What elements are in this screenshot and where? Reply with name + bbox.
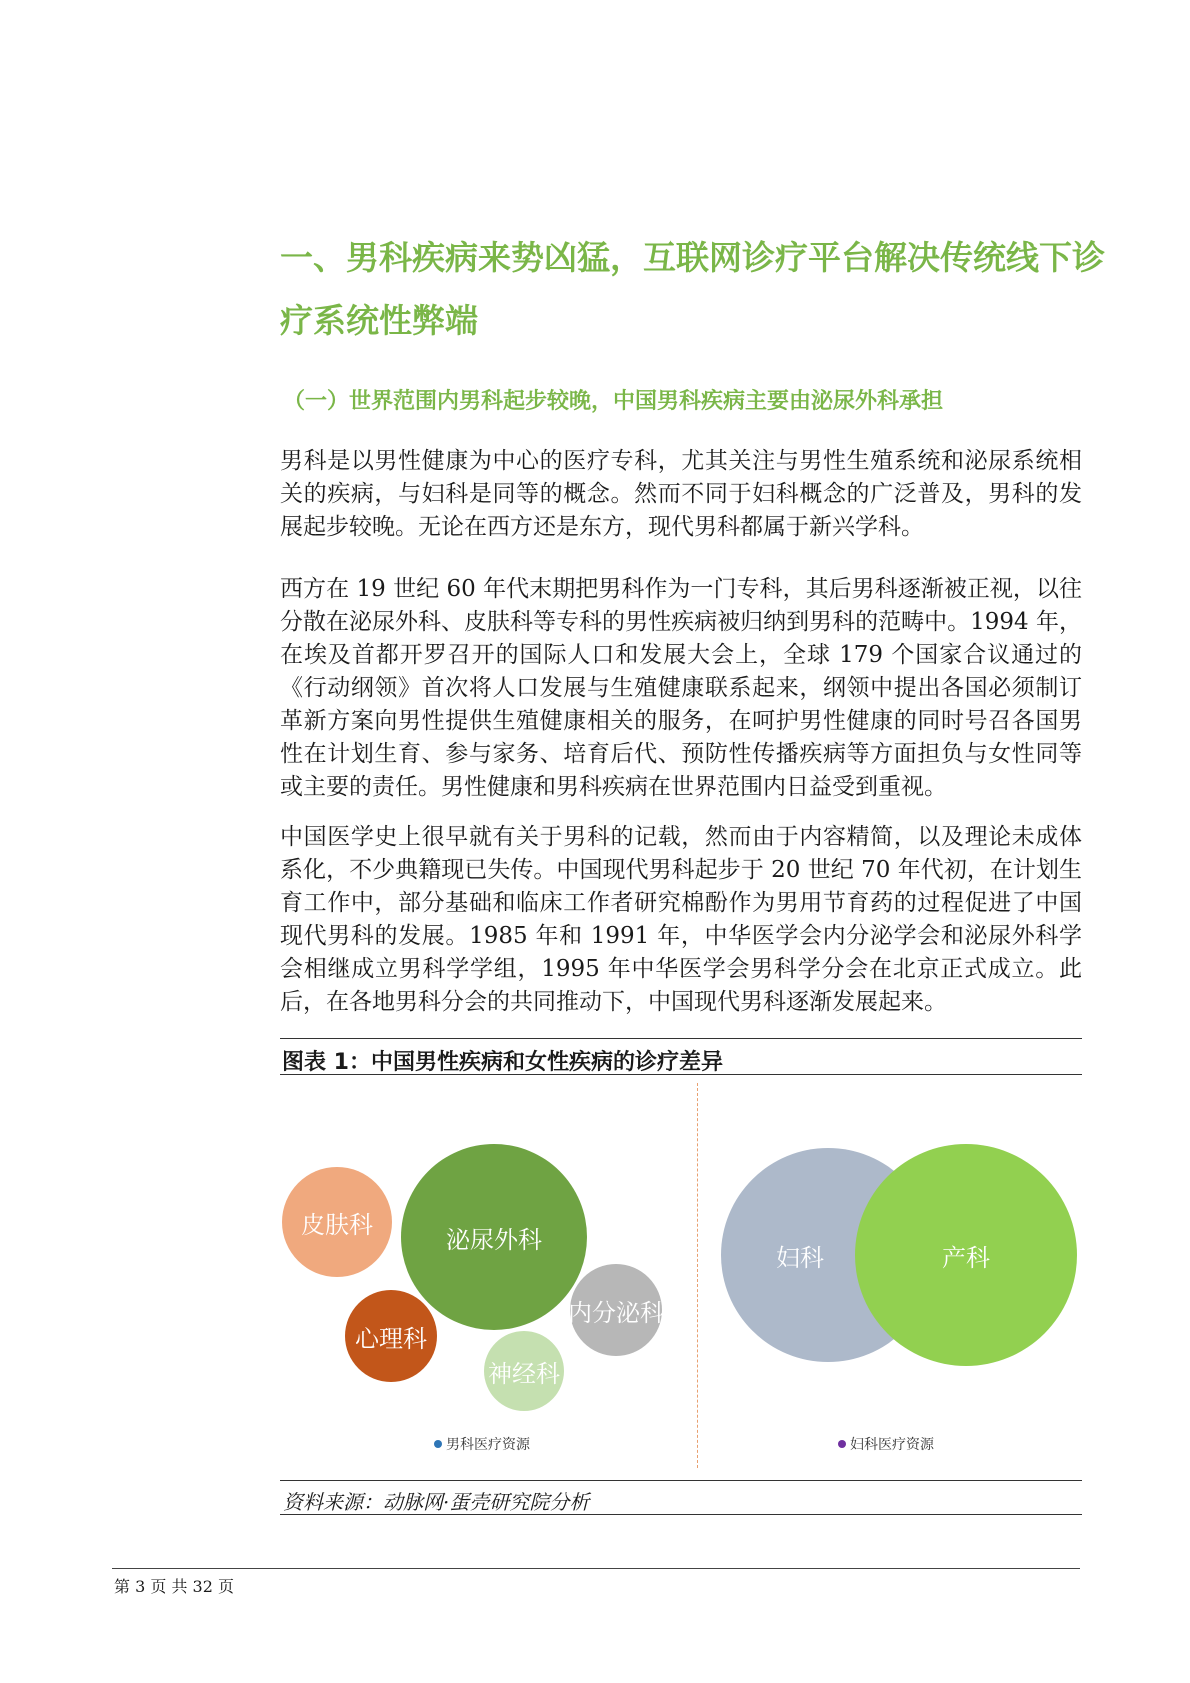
figure-title: 图表 1：中国男性疾病和女性疾病的诊疗差异 <box>282 1050 723 1075</box>
paragraph-1: 男科是以男性健康为中心的医疗专科，尤其关注与男性生殖系统和泌尿系统相关的疾病，与妇科是同等的概念。然而不同于妇科概念的广泛普及，男科的发展起步较晚。无论在西方还是东方，现代男科都属于新兴学科。 <box>280 448 1082 540</box>
legend-male-dot <box>434 1440 442 1448</box>
bubble-endocrinology: 内分泌科 <box>570 1264 662 1356</box>
legend-female-dot <box>838 1440 846 1448</box>
bubble-gynecology-label: 妇科 <box>776 1243 824 1272</box>
bubble-neurology: 神经科 <box>484 1331 564 1411</box>
figure-source: 资料来源：动脉网·蛋壳研究院分析 <box>283 1490 590 1514</box>
source-bottom-rule <box>280 1514 1082 1515</box>
figure-bottom-rule <box>280 1480 1082 1481</box>
paragraph-3: 中国医学史上很早就有关于男科的记载，然而由于内容精简，以及理论未成体系化，不少典籍现已失传。中国现代男科起步于 20 世纪 70 年代初，在计划生育工作中，部分基础和临床工作者研究棉酚作为男用节育药的过程促进了中国现代男科的发展。1985 年和 1991 年，中华医学会内分泌学会和泌尿外科学会相继成立男科学学组，1995 年中华医学会男科学分会在北京正式成立。此后，在各地男科分会的共同推动下，中国现代男科逐渐发展起来。 <box>280 824 1082 1015</box>
page-number: 第 3 页 共 32 页 <box>114 1577 234 1596</box>
paragraph-2: 西方在 19 世纪 60 年代末期把男科作为一门专科，其后男科逐渐被正视，以往分散在泌尿外科、皮肤科等专科的男性疾病被归纳到男科的范畴中。1994 年，在埃及首都开罗召开的国际人口和发展大会上，全球 179 个国家合议通过的《行动纲领》首次将人口发展与生殖健康联系起来，纲领中提出各国必须制订革新方案向男性提供生殖健康相关的服务，在呵护男性健康的同时号召各国男性在计划生育、参与家务、培育后代、预防性传播疾病等方面担负与女性同等或主要的责任。男性健康和男科疾病在世界范围内日益受到重视。 <box>280 576 1082 800</box>
legend-female-label: 妇科医疗资源 <box>850 1437 934 1453</box>
legend-female <box>838 1434 934 1454</box>
bubble-obstetrics: 产科 <box>855 1144 1077 1366</box>
figure-title-rule <box>280 1074 1082 1075</box>
bubble-dermatology: 皮肤科 <box>282 1167 392 1277</box>
section-heading-line-2: 疗系统性弊端 <box>280 301 478 340</box>
legend-male-label: 男科医疗资源 <box>446 1437 530 1453</box>
figure-divider <box>697 1083 698 1468</box>
subsection-heading: （一）世界范围内男科起步较晚，中国男科疾病主要由泌尿外科承担 <box>283 389 944 414</box>
bubble-psychology: 心理科 <box>345 1290 437 1382</box>
footer-rule <box>112 1568 1080 1569</box>
legend-male <box>434 1434 530 1454</box>
section-heading-line-1: 一、男科疾病来势凶猛，互联网诊疗平台解决传统线下诊 <box>280 238 1105 277</box>
figure-top-rule <box>280 1038 1082 1039</box>
bubble-urology: 泌尿外科 <box>401 1144 587 1330</box>
